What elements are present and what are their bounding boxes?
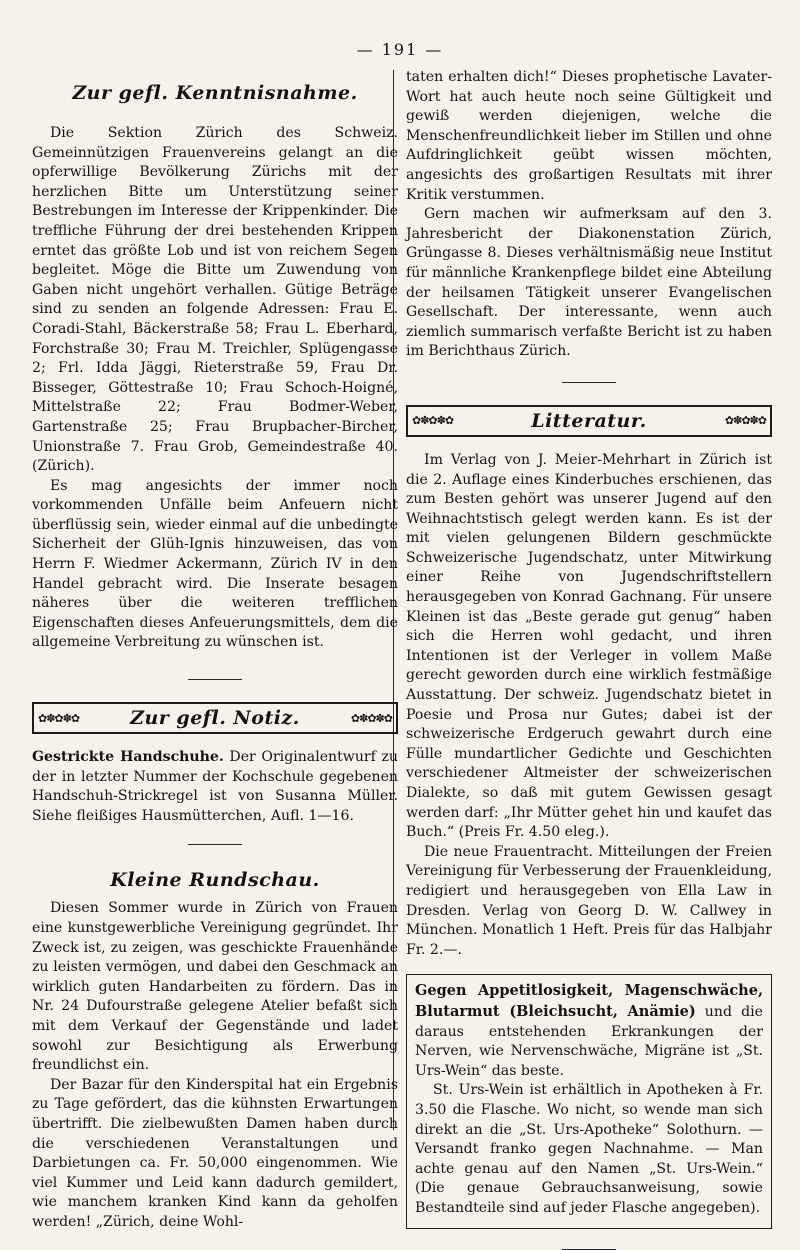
ad-headline: Gegen Appetitlosigkeit, Magenschwäche, Blutarmut (Bleichsucht, Anämie) <box>415 982 763 1020</box>
advertisement-st-urs-wein <box>406 974 772 1229</box>
section-rule <box>562 382 616 383</box>
section-rule <box>188 844 242 845</box>
heading-notiz: Zur gefl. Notiz. <box>130 707 300 730</box>
ornament-left-icon: ✿✽✿✽✿ <box>38 711 80 725</box>
heading-kenntnisnahme: Zur gefl. Kenntnisnahme. <box>72 82 358 104</box>
left-column <box>32 68 398 1233</box>
right-column <box>406 68 772 1250</box>
heading-rundschau: Kleine Rundschau. <box>110 869 320 892</box>
paragraph-bazar: Der Bazar für den Kinderspital hat ein Ergebnis zu Tage gefördert, das die kühnsten Erwartungen übertrifft. Die zielbewußten Damen haben durch die verschiedenen Veranstaltungen und Darbietungen ca. Fr. 50,000 eingenommen. Wie viel Kummer und Leid kann dadurch gemildert, wie manchem kranken Kind kann da geholfen werden! „Zürich, deine Wohl- <box>32 1076 398 1230</box>
paragraph-diakonenstation: Gern machen wir aufmerksam auf den 3. Jahresbericht der Diakonenstation Zürich, Grüngasse 8. Dieses verhältnismäßig neue Institut für männliche Krankenpflege bildet eine Abteilung der heilsamen Tätigkeit unserer Evangelischen Gesellschaft. Der interessante, wenn auch ziemlich summarisch verfaßte Bericht ist zu haben im Berichthaus Zürich. <box>406 206 772 360</box>
paragraph-frauentracht: Die neue Frauentracht. Mitteilungen der Freien Vereinigung für Verbesserung der Frauenkleidung, redigiert und herausgegeben von Ella Law in Dresden. Verlag von Georg D. W. Callwey in München. Monatlich 1 Heft. Preis für das Halbjahr Fr. 2.—. <box>406 843 772 958</box>
paragraph-glueh-ignis: Es mag angesichts der immer noch vorkommenden Unfälle beim Anfeuern nicht überflüssig sein, wieder einmal auf die unbedingte Sicherheit der Glüh-Ignis hinzuweisen, das von Herrn F. Wiedmer Ackermann, Zürich IV in den Handel gebracht wird. Die Inserate besagen näheres über die weiteren trefflichen Eigenschaften dieses Anfeuerungsmittels, dem die allgemeine Verbreitung zu wünschen ist. <box>32 477 398 651</box>
paragraph-krippen: Die Sektion Zürich des Schweiz. Gemeinnützigen Frauenvereins gelangt an die opferwillige Bevölkerung Zürichs mit der herzlichen Bitte um Unterstützung seiner Bestrebungen im Interesse der Krippenkinder. Die treffliche Führung der drei bestehenden Krippen erntet das größte Lob und ist von reichem Segen begleitet. Möge die Bitte um Zuwendung von Gaben nicht ungehört verhallen. Gütige Beträge sind zu senden an folgende Adressen: Frau E. Coradi-Stahl, Bäckerstraße 58; Frau L. Eberhard, Forchstraße 30; Frau M. Treichler, Splügengasse 2; Frl. Idda Jäggi, Rieterstraße 59, Frau Dr. Bisseger, Göttestraße 10; Frau Schoch-Hoigné, Mittelstraße 22; Frau Bodmer-Weber, Gartenstraße 25; Frau Brupbacher-Bircher, Unionstraße 7. Frau Grob, Gemeindestraße 40. (Zürich). <box>32 125 398 475</box>
heading-litteratur: Litteratur. <box>531 409 647 432</box>
ornament-right-icon: ✿✽✿✽✿ <box>724 414 766 428</box>
paragraph-handschuhe: Gestrickte Handschuhe. Der Originalentwurf zu der in letzter Nummer der Kochschule gegebenen Handschuh-Strickregel ist von Susanna Müller. Siehe fleißiges Hausmütterchen, Aufl. 1—16. <box>32 749 399 824</box>
ornament-left-icon: ✿✽✿✽✿ <box>412 414 454 428</box>
page-number: — 191 — <box>356 40 444 59</box>
ornament-right-icon: ✿✽✿✽✿ <box>350 711 392 725</box>
notiz-heading-box <box>32 702 398 734</box>
section-rule <box>188 679 242 680</box>
paragraph-lavater: taten erhalten dich!“ Dieses prophetische Lavater-Wort hat auch heute noch seine Gültigkeit und gewiß werden diejenigen, welche die Menschenfreundlichkeit lieber im Stillen und ohne Aufdringlichkeit geübt wissen möchten, angesichts des großartigen Resultats mit ihrer Kritik verstummen. <box>406 69 772 203</box>
litteratur-heading-box <box>406 405 772 437</box>
paragraph-kunstgewerbe: Diesen Sommer wurde in Zürich von Frauen eine kunstgewerbliche Vereinigung gegründet. Ihr Zweck ist, zu zeigen, was geschickte Frauenhände zu leisten vermögen, und dabei den Geschmack an wirklich guten Handarbeiten zu fördern. Das in Nr. 24 Dufourstraße gelegene Atelier befaßt sich mit dem Verkauf der Gegenstände und ladet sowohl zur Besichtigung als Erwerbung freundlichst ein. <box>32 900 398 1074</box>
ad-intro: Gegen Appetitlosigkeit, Magenschwäche, Blutarmut (Bleichsucht, Anämie) und die daraus entstehenden Erkrankungen der Nerven, wie Nervenschwäche, Migräne ist „St. Urs-Wein“ das beste. <box>415 982 763 1079</box>
lead-handschuhe: Gestrickte Handschuhe. <box>32 749 224 766</box>
ad-details: St. Urs-Wein ist erhältlich in Apotheken à Fr. 3.50 die Flasche. Wo nicht, so wende man sich direkt an die „St. Urs-Apotheke“ Solothurn. — Versandt franko gegen Nachnahme. — Man achte genau auf den Namen „St. Urs-Wein.“ (Die genaue Gebrauchsanweisung, sowie Bestandteile sind auf jeder Flasche angegeben). <box>415 1082 763 1216</box>
paragraph-jugendschatz: Im Verlag von J. Meier-Mehrhart in Zürich ist die 2. Auflage eines Kinderbuches erschienen, das zum Besten gehört was unserer Jugend auf den Weihnachtstisch gelegt werden kann. Es ist der mit vielen gelungenen Bildern geschmückte Schweizerische Jugendschatz, unter Mitwirkung einer Reihe von Jugendschriftstellern herausgegeben von Konrad Gachnang. Für unsere Kleinen ist das „Beste gerade gut genug“ haben sich die Herren wohl gedacht, und ihren Intentionen ist der Verleger in vollem Maße gerecht geworden durch eine wirklich festmäßige Ausstattung. Der schweiz. Jugendschatz bietet in Poesie und Prosa nur Gutes; dabei ist der schweizerische Erdgeruch gewahrt durch eine Fülle mundartlicher Gedichte und Geschichten verschiedener Altmeister der schweizerischen Dialekte, so daß mit gutem Gewissen gesagt werden darf: „Ihr Mütter gehet hin und kaufet das Buch.“ (Preis Fr. 4.50 eleg.). <box>406 451 772 841</box>
